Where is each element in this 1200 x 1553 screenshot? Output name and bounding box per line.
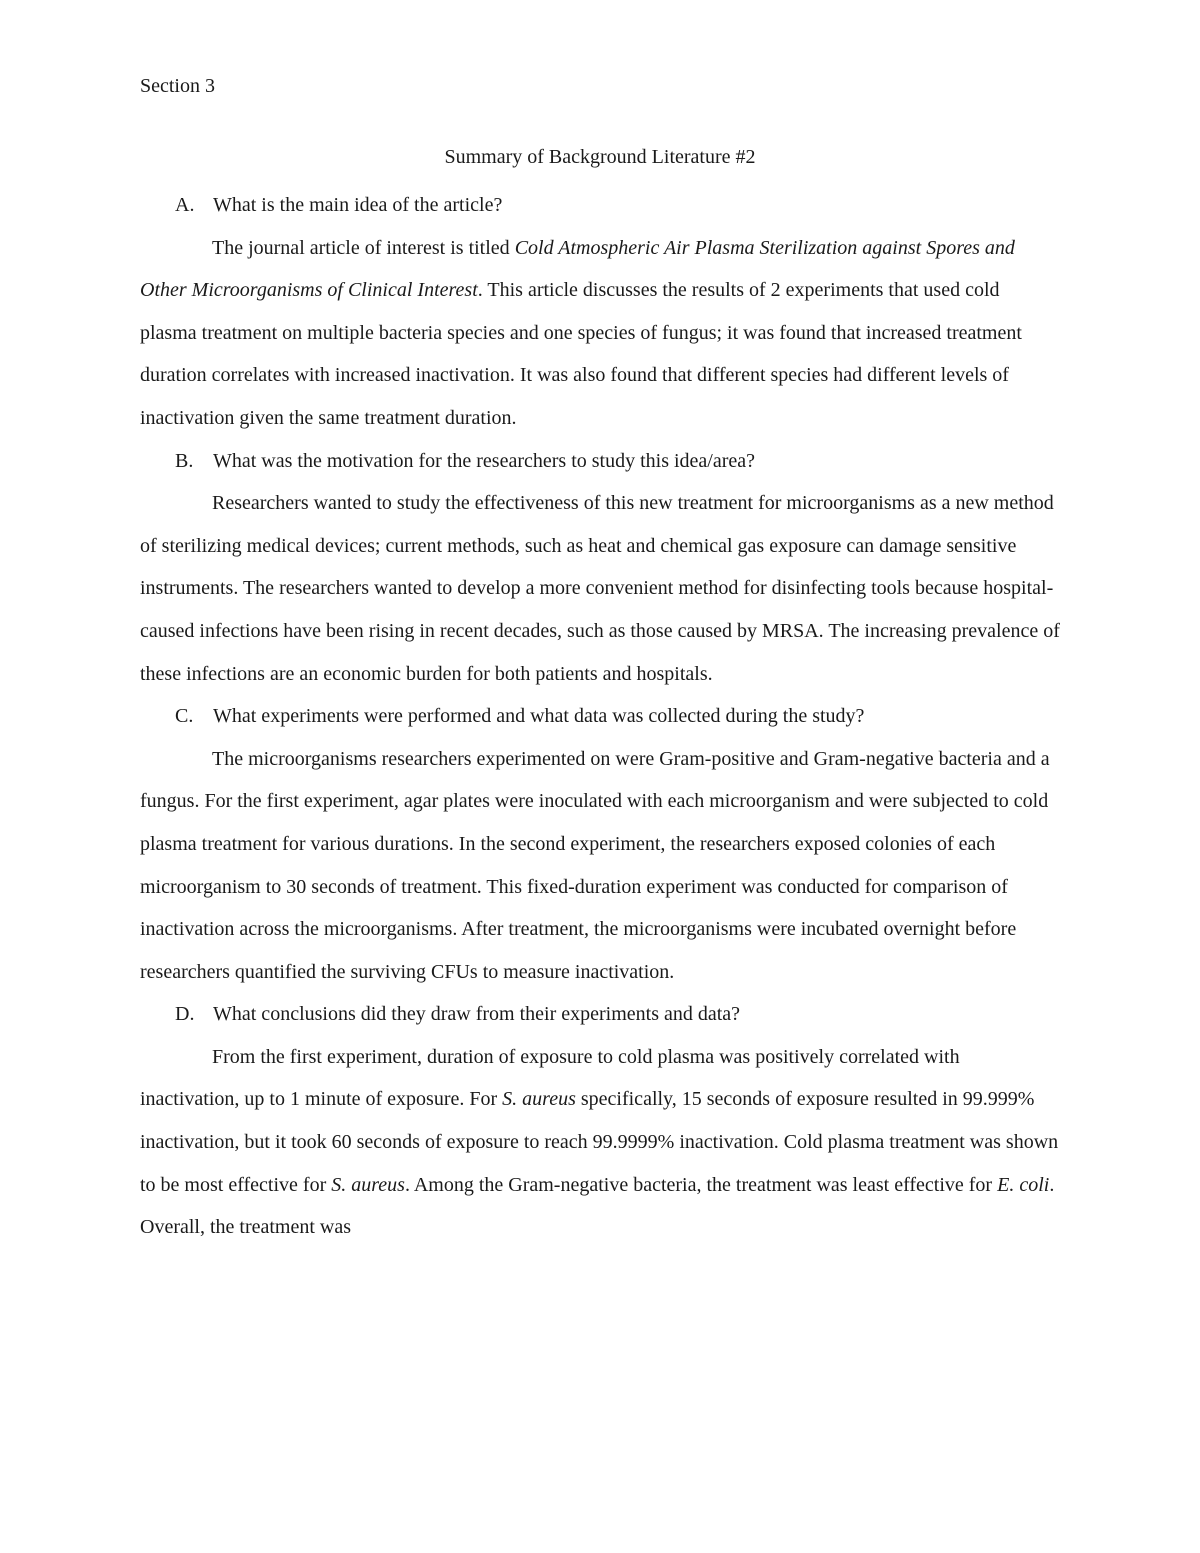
article-title: Cold Atmospheric Air Plasma Sterilization against Spores and Other Microorganisms of Clinical Interest xyxy=(140,236,1015,302)
document-body xyxy=(140,184,1060,1249)
answer-d-part-1: From the first experiment, duration of exposure to cold plasma was positively correlated with inactivation, up to 1 minute of exposure. For xyxy=(140,1045,960,1111)
species-s-aureus-2: S. aureus xyxy=(331,1173,405,1196)
question-a xyxy=(140,184,1060,227)
question-d-text: What conclusions did they draw from their experiments and data? xyxy=(213,1003,741,1026)
question-b-text: What was the motivation for the researchers to study this idea/area? xyxy=(213,449,756,472)
question-b-letter: B. xyxy=(175,449,194,472)
question-a-letter: A. xyxy=(175,194,195,216)
answer-a xyxy=(140,227,1060,440)
species-e-coli: E. coli xyxy=(997,1173,1050,1196)
question-c-text: What experiments were performed and what data was collected during the study? xyxy=(213,705,865,728)
question-c xyxy=(140,695,1060,738)
answer-b: Researchers wanted to study the effectiveness of this new treatment for microorganisms as a new method of sterilizing medical devices; current methods, such as heat and chemical gas exposure can damage sensitive instruments. The researchers wanted to develop a more convenient method for disinfecting tools because hospital-caused infections have been rising in recent decades, such as those caused by MRSA. The increasing prevalence of these infections are an economic burden for both patients and hospitals. xyxy=(140,492,1060,685)
question-d-letter: D. xyxy=(175,1003,195,1026)
answer-d xyxy=(140,1036,1060,1249)
question-b xyxy=(140,440,1060,483)
species-s-aureus: S. aureus xyxy=(502,1088,576,1111)
answer-d-part-3: . Among the Gram-negative bacteria, the treatment was least effective for xyxy=(404,1173,998,1196)
question-d xyxy=(140,993,1060,1036)
answer-d-part-2: specifically, 15 seconds of exposure resulted in 99.999% inactivation, but it took 60 seconds of exposure to reach 99.9999% inactivation. Cold plasma treatment was shown to be most effective for xyxy=(140,1088,1059,1196)
page-title: Summary of Background Literature #2 xyxy=(444,146,756,168)
answer-d-part-4: . Overall, the treatment was xyxy=(140,1173,1055,1239)
answer-a-body: . This article discusses the results of 2 experiments that used cold plasma treatment on multiple bacteria species and one species of fungus; it was found that increased treatment duration correlates with increased inactivation. It was also found that different species had different levels of inactivation given the same treatment duration. xyxy=(140,279,1022,429)
section-header: Section 3 xyxy=(140,75,215,97)
answer-a-intro: The journal article of interest is titled xyxy=(212,236,515,259)
question-a-text: What is the main idea of the article? xyxy=(213,194,503,216)
answer-c: The microorganisms researchers experimented on were Gram-positive and Gram-negative bacteria and a fungus. For the first experiment, agar plates were inoculated with each microorganism and were subjected to cold plasma treatment for various durations. In the second experiment, the researchers exposed colonies of each microorganism to 30 seconds of treatment. This fixed-duration experiment was conducted for comparison of inactivation across the microorganisms. After treatment, the microorganisms were incubated overnight before researchers quantified the surviving CFUs to measure inactivation. xyxy=(140,747,1050,983)
question-c-letter: C. xyxy=(175,705,194,728)
